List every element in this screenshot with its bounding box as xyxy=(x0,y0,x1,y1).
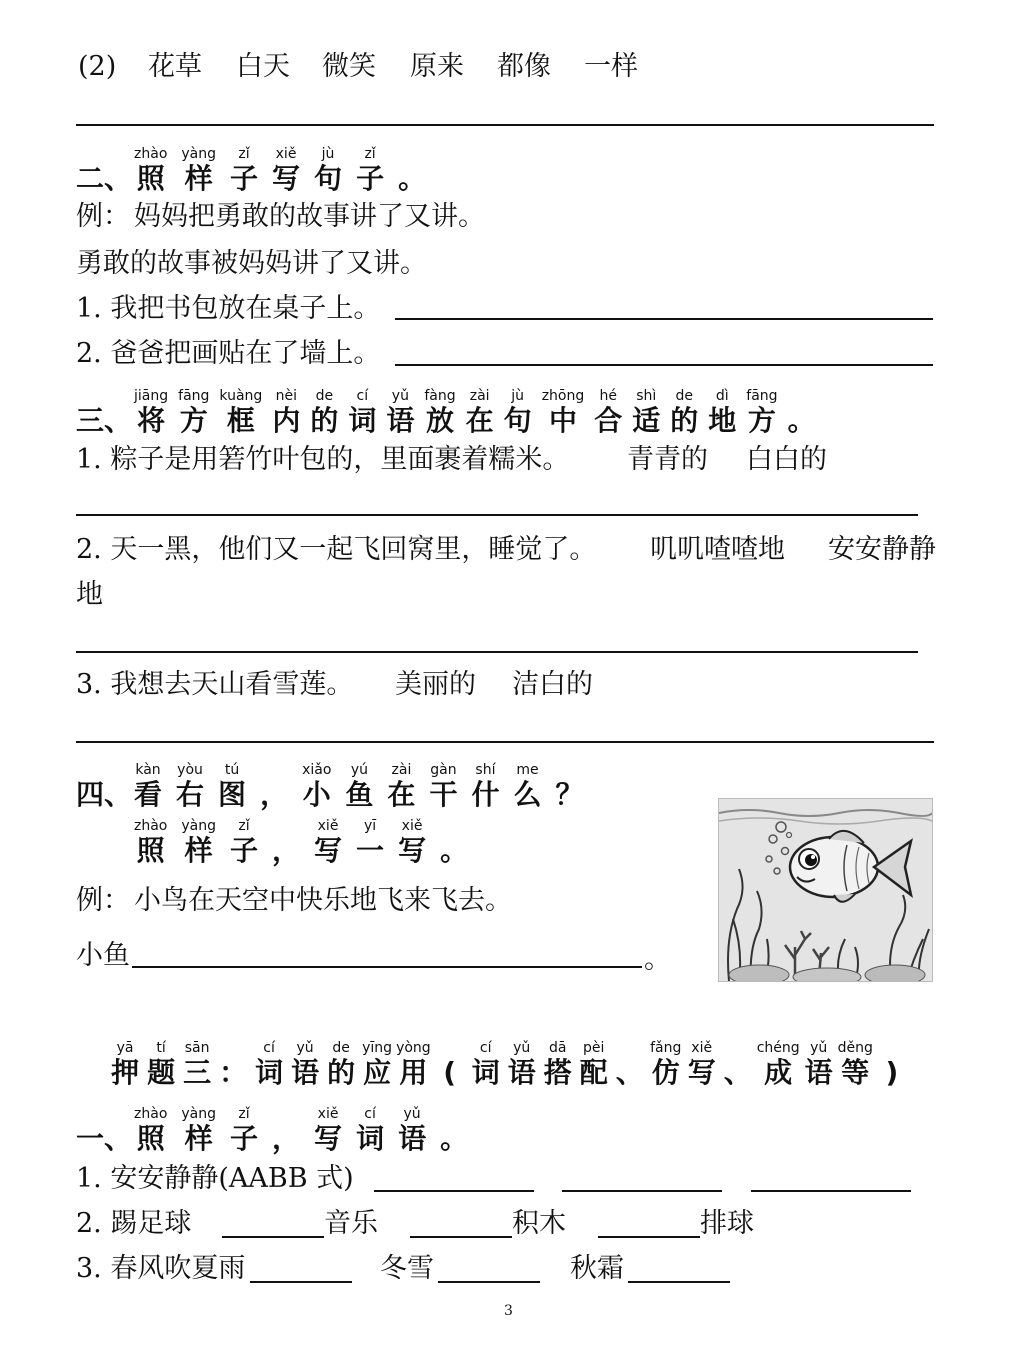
pinyin: yǔ xyxy=(513,1040,531,1056)
hanzi: 在 xyxy=(465,404,494,437)
pinyin: cí xyxy=(479,1040,492,1056)
ruby-heading xyxy=(134,762,583,812)
pinyin: zài xyxy=(469,388,490,404)
pinyin: jù xyxy=(511,388,525,404)
section-heading-2 xyxy=(76,146,426,196)
ruby-char xyxy=(272,1106,300,1156)
pinyin: kuàng xyxy=(219,388,263,404)
exercise-item: 2. 踢足球 xyxy=(76,1208,192,1239)
pinyin: yǔ xyxy=(296,1040,314,1056)
hanzi: 、 xyxy=(615,1056,644,1089)
pinyin: fāng xyxy=(746,388,778,404)
ruby-char xyxy=(216,1040,250,1090)
ruby-char xyxy=(577,1040,611,1090)
pinyin: tú xyxy=(224,762,240,778)
hanzi: 适 xyxy=(632,404,661,437)
ruby-char xyxy=(324,1040,358,1090)
word-item: 积木 xyxy=(512,1208,566,1239)
pinyin: yú xyxy=(350,762,368,778)
pinyin: yòng xyxy=(396,1040,431,1056)
section-heading-3 xyxy=(76,388,816,438)
hanzi: 合 xyxy=(594,404,623,437)
ruby-char xyxy=(440,818,468,868)
part-title xyxy=(0,1040,1017,1090)
answer-line[interactable] xyxy=(250,1281,352,1283)
hanzi: 。 xyxy=(787,404,816,437)
exercise-item: 1. 我把书包放在桌子上。 xyxy=(76,293,381,324)
example-label: 例： xyxy=(76,201,130,232)
pinyin: dā xyxy=(548,1040,567,1056)
ruby-char xyxy=(272,818,300,868)
ruby-char xyxy=(670,388,698,438)
pinyin: sān xyxy=(184,1040,210,1056)
pinyin: yàng xyxy=(181,1106,217,1122)
hanzi: 图 xyxy=(218,778,247,811)
ruby-char xyxy=(178,388,209,438)
hanzi: 。 xyxy=(440,1122,469,1155)
ruby-char xyxy=(272,388,300,438)
hanzi: 框 xyxy=(226,404,255,437)
pinyin: de xyxy=(332,1040,350,1056)
ruby-char xyxy=(272,146,300,196)
pinyin: pèi xyxy=(583,1040,605,1056)
q2-number: (2) xyxy=(78,51,117,82)
ruby-char xyxy=(144,1040,178,1090)
ruby-char xyxy=(387,762,415,812)
pinyin: děng xyxy=(837,1040,873,1056)
pinyin: jù xyxy=(321,146,335,162)
hanzi: 方 xyxy=(747,404,776,437)
ruby-char xyxy=(398,1106,426,1156)
pinyin: xiě xyxy=(691,1040,713,1056)
hanzi: ， xyxy=(260,778,289,811)
pinyin: zhào xyxy=(134,818,168,834)
ruby-char xyxy=(348,388,376,438)
ruby-heading xyxy=(134,388,816,438)
ruby-char xyxy=(505,1040,539,1090)
hanzi: ( xyxy=(443,1056,457,1089)
hanzi: 放 xyxy=(426,404,455,437)
ruby-char xyxy=(875,1040,909,1090)
section-heading-4 xyxy=(76,762,584,812)
pinyin: tí xyxy=(156,1040,166,1056)
word-option: 安安静静 xyxy=(828,534,936,565)
ruby-char xyxy=(513,762,541,812)
hanzi: 搭 xyxy=(543,1056,572,1089)
ruby-char xyxy=(302,762,331,812)
ruby-char xyxy=(466,388,494,438)
hanzi: 的 xyxy=(327,1056,356,1089)
ruby-char xyxy=(541,1040,575,1090)
ruby-char xyxy=(314,1106,342,1156)
ruby-char xyxy=(542,388,585,438)
exercise-item: 1. 安安静静(AABB 式) xyxy=(76,1163,354,1194)
ruby-char xyxy=(757,1040,800,1090)
pinyin: hé xyxy=(599,388,617,404)
word-option: 白白的 xyxy=(746,444,827,475)
hanzi: 配 xyxy=(579,1056,608,1089)
ruby-char xyxy=(802,1040,836,1090)
ruby-heading xyxy=(134,1106,468,1156)
ruby-char xyxy=(252,1040,286,1090)
exercise-item: 2. 爸爸把画贴在了墙上。 xyxy=(76,338,381,369)
pinyin: jiāng xyxy=(134,388,169,404)
ruby-char xyxy=(838,1040,873,1090)
hanzi: 押 xyxy=(111,1056,140,1089)
pinyin: xiě xyxy=(275,146,297,162)
q2-word: 微笑 xyxy=(322,51,376,82)
ruby-char xyxy=(260,762,288,812)
answer-line[interactable] xyxy=(562,1190,722,1192)
hanzi: 语 xyxy=(804,1056,833,1089)
ruby-char xyxy=(356,146,384,196)
pinyin: zhào xyxy=(134,1106,168,1122)
hanzi: 用 xyxy=(399,1056,428,1089)
answer-line[interactable] xyxy=(751,1190,911,1192)
ruby-char xyxy=(219,388,262,438)
hanzi: 一 xyxy=(356,834,385,867)
hanzi: 语 xyxy=(507,1056,536,1089)
ruby-char xyxy=(314,818,342,868)
hanzi: 写 xyxy=(687,1056,716,1089)
hanzi: 词 xyxy=(471,1056,500,1089)
ruby-char xyxy=(649,1040,683,1090)
pinyin: fàng xyxy=(424,388,456,404)
word-item: 冬雪 xyxy=(380,1253,434,1284)
hanzi: 什 xyxy=(471,778,500,811)
ruby-char xyxy=(356,818,384,868)
hanzi: 、 xyxy=(723,1056,752,1089)
ruby-char xyxy=(181,818,216,868)
hanzi: ： xyxy=(219,1056,248,1089)
pinyin: xiǎo xyxy=(302,762,332,778)
hanzi: 子 xyxy=(356,162,385,195)
hanzi: 照 xyxy=(136,1122,165,1155)
exercise-item: 1. 粽子是用箬竹叶包的，里面裹着糯米。 xyxy=(76,444,570,475)
hanzi: 干 xyxy=(429,778,458,811)
ruby-char xyxy=(440,1106,468,1156)
word-option: 青青的 xyxy=(627,444,708,475)
ruby-heading xyxy=(108,1040,909,1090)
section-prefix: 二、 xyxy=(76,162,133,195)
ruby-char xyxy=(424,388,455,438)
ruby-char xyxy=(504,388,532,438)
ruby-char xyxy=(386,388,414,438)
ruby-char xyxy=(398,818,426,868)
hanzi: 看 xyxy=(134,778,163,811)
ruby-char xyxy=(218,762,246,812)
pinyin: yàng xyxy=(181,818,216,834)
hanzi: 语 xyxy=(291,1056,320,1089)
pinyin: yī xyxy=(363,818,377,834)
hanzi: 在 xyxy=(387,778,416,811)
answer-line[interactable] xyxy=(76,124,934,126)
word-item: 音乐 xyxy=(324,1208,378,1239)
section-prefix: 三、 xyxy=(76,404,133,437)
pinyin: shì xyxy=(636,388,657,404)
hanzi: 三 xyxy=(183,1056,212,1089)
word-option: 洁白的 xyxy=(512,669,593,700)
fish-underwater-illustration xyxy=(718,798,933,982)
hanzi: 内 xyxy=(272,404,301,437)
ruby-char xyxy=(469,1040,503,1090)
hanzi: ， xyxy=(272,1122,301,1155)
ruby-char xyxy=(134,818,167,868)
ruby-char xyxy=(685,1040,719,1090)
example-sentence: 小鸟在天空中快乐地飞来飞去。 xyxy=(134,885,512,916)
answer-line[interactable] xyxy=(374,1190,534,1192)
word-item: 秋霜 xyxy=(570,1253,624,1284)
ruby-char xyxy=(134,146,167,196)
hanzi: 子 xyxy=(230,162,259,195)
hanzi: 将 xyxy=(137,404,166,437)
ruby-char xyxy=(433,1040,467,1090)
hanzi: 写 xyxy=(314,834,343,867)
pinyin: yòu xyxy=(177,762,203,778)
hanzi: 词 xyxy=(356,1122,385,1155)
answer-line[interactable] xyxy=(598,1236,700,1238)
q2-word: 花草 xyxy=(148,51,202,82)
ruby-char xyxy=(288,1040,322,1090)
pinyin: nèi xyxy=(275,388,298,404)
answer-line[interactable] xyxy=(395,318,933,320)
ruby-char xyxy=(134,762,162,812)
ruby-char xyxy=(429,762,457,812)
hanzi: 鱼 xyxy=(345,778,374,811)
hanzi: 子 xyxy=(230,1122,259,1155)
hanzi: 小 xyxy=(302,778,331,811)
ruby-char xyxy=(594,388,622,438)
hanzi: 的 xyxy=(670,404,699,437)
pinyin: yǔ xyxy=(810,1040,828,1056)
ruby-char xyxy=(632,388,660,438)
ruby-char xyxy=(746,388,777,438)
ruby-char xyxy=(613,1040,647,1090)
ruby-char xyxy=(398,146,426,196)
hanzi: 照 xyxy=(136,834,165,867)
pinyin: zǐ xyxy=(238,1106,250,1122)
fill-prefix: 小鱼 xyxy=(76,940,130,971)
hanzi: 右 xyxy=(176,778,205,811)
hanzi: 样 xyxy=(184,834,213,867)
answer-line[interactable] xyxy=(76,651,918,653)
ruby-char xyxy=(181,1106,216,1156)
pinyin: de xyxy=(675,388,694,404)
pinyin: zhào xyxy=(134,146,168,162)
hanzi: 。 xyxy=(440,834,469,867)
ruby-char xyxy=(230,818,258,868)
pinyin: de xyxy=(315,388,334,404)
answer-line[interactable] xyxy=(438,1281,540,1283)
q2-word: 一样 xyxy=(584,51,638,82)
hanzi: 题 xyxy=(147,1056,176,1089)
pinyin: gàn xyxy=(430,762,457,778)
hanzi: 么 xyxy=(513,778,542,811)
hanzi: 语 xyxy=(398,1122,427,1155)
hanzi: 应 xyxy=(363,1056,392,1089)
pinyin: cí xyxy=(356,388,369,404)
hanzi: ？ xyxy=(555,778,584,811)
word-option-wrap: 地 xyxy=(76,579,103,610)
fill-suffix: 。 xyxy=(644,944,671,975)
hanzi: 成 xyxy=(764,1056,793,1089)
section-heading-4-line2 xyxy=(134,818,468,868)
hanzi: 样 xyxy=(184,1122,213,1155)
pinyin: zǐ xyxy=(238,146,250,162)
pinyin: cí xyxy=(364,1106,376,1122)
hanzi: 。 xyxy=(398,162,427,195)
hanzi: 样 xyxy=(184,162,213,195)
section-prefix: 四、 xyxy=(76,778,133,811)
ruby-char xyxy=(788,388,816,438)
example-answer: 勇敢的故事被妈妈讲了又讲。 xyxy=(76,248,427,279)
hanzi: 的 xyxy=(310,404,339,437)
pinyin: xiě xyxy=(317,818,339,834)
ruby-char xyxy=(230,146,258,196)
word-option: 美丽的 xyxy=(395,669,476,700)
example-sentence: 妈妈把勇敢的故事讲了又讲。 xyxy=(134,201,485,232)
hanzi: 词 xyxy=(348,404,377,437)
answer-line[interactable] xyxy=(410,1236,512,1238)
word-item: 排球 xyxy=(700,1208,754,1239)
ruby-char xyxy=(555,762,583,812)
hanzi: 写 xyxy=(398,834,427,867)
ruby-char xyxy=(180,1040,214,1090)
pinyin: kàn xyxy=(135,762,161,778)
ruby-heading xyxy=(134,818,468,868)
answer-line[interactable] xyxy=(132,966,642,968)
ruby-char xyxy=(314,146,342,196)
example-label: 例： xyxy=(76,885,130,916)
hanzi: 词 xyxy=(255,1056,284,1089)
hanzi: 写 xyxy=(272,162,301,195)
exercise-item: 3. 我想去天山看雪莲。 xyxy=(76,669,354,700)
ruby-char xyxy=(310,388,338,438)
hanzi: 照 xyxy=(136,162,165,195)
hanzi: 等 xyxy=(841,1056,870,1089)
answer-line[interactable] xyxy=(76,741,934,743)
pinyin: yǔ xyxy=(403,1106,421,1122)
pinyin: dì xyxy=(715,388,729,404)
ruby-char xyxy=(356,1106,384,1156)
ruby-char xyxy=(134,1106,167,1156)
pinyin: zài xyxy=(391,762,412,778)
ruby-heading xyxy=(134,146,426,196)
pinyin: zǐ xyxy=(364,146,376,162)
pinyin: yǔ xyxy=(391,388,409,404)
section-heading-1 xyxy=(76,1106,468,1156)
exercise-item: 3. 春风吹夏雨 xyxy=(76,1253,246,1284)
hanzi: ) xyxy=(885,1056,899,1089)
section-prefix: 一、 xyxy=(76,1122,133,1155)
answer-line[interactable] xyxy=(222,1236,324,1238)
pinyin: yā xyxy=(116,1040,134,1056)
page-number: 3 xyxy=(504,1303,513,1319)
ruby-char xyxy=(345,762,373,812)
pinyin: zǐ xyxy=(238,818,250,834)
pinyin: chéng xyxy=(756,1040,800,1056)
answer-line[interactable] xyxy=(628,1281,730,1283)
pinyin: shí xyxy=(475,762,496,778)
word-option: 叽叽喳喳地 xyxy=(650,534,785,565)
ruby-char xyxy=(708,388,736,438)
pinyin: cí xyxy=(263,1040,275,1056)
hanzi: 地 xyxy=(708,404,737,437)
hanzi: 方 xyxy=(179,404,208,437)
hanzi: 句 xyxy=(314,162,343,195)
pinyin: fǎng xyxy=(650,1040,682,1056)
q2-word: 都像 xyxy=(497,51,551,82)
q2-word: 原来 xyxy=(410,51,464,82)
hanzi: 中 xyxy=(548,404,577,437)
ruby-char xyxy=(181,146,216,196)
ruby-char xyxy=(230,1106,258,1156)
pinyin: me xyxy=(516,762,539,778)
answer-line[interactable] xyxy=(395,364,933,366)
q2-word: 白天 xyxy=(236,51,290,82)
pinyin: zhōng xyxy=(541,388,585,404)
ruby-char xyxy=(108,1040,142,1090)
ruby-char xyxy=(360,1040,394,1090)
ruby-char xyxy=(396,1040,431,1090)
exercise-item: 2. 天一黑，他们又一起飞回窝里，睡觉了。 xyxy=(76,534,597,565)
hanzi: ， xyxy=(272,834,301,867)
hanzi: 仿 xyxy=(651,1056,680,1089)
pinyin: xiě xyxy=(317,1106,339,1122)
pinyin: xiě xyxy=(401,818,423,834)
ruby-char xyxy=(134,388,168,438)
hanzi: 语 xyxy=(386,404,415,437)
pinyin: fāng xyxy=(178,388,210,404)
ruby-char xyxy=(721,1040,755,1090)
hanzi: 子 xyxy=(230,834,259,867)
pinyin: yīng xyxy=(362,1040,393,1056)
pinyin: yàng xyxy=(181,146,217,162)
hanzi: 写 xyxy=(314,1122,343,1155)
hanzi: 句 xyxy=(503,404,532,437)
answer-line[interactable] xyxy=(76,514,918,516)
ruby-char xyxy=(176,762,204,812)
ruby-char xyxy=(471,762,499,812)
